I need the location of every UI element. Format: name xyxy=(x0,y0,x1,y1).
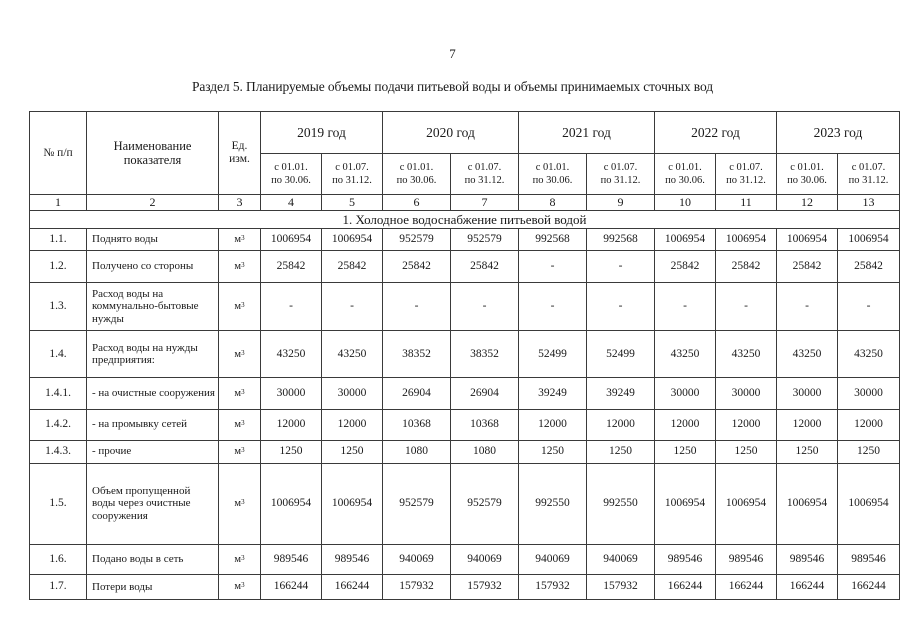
header-period xyxy=(655,153,716,195)
cell-value: 1250 xyxy=(838,440,900,463)
cell-value: 1250 xyxy=(777,440,838,463)
cell-value: 1080 xyxy=(383,440,451,463)
cell-value: 157932 xyxy=(519,574,587,599)
period-from: с 01.01. xyxy=(399,161,434,173)
cell-value: 952579 xyxy=(383,228,451,251)
period-to: по 30.06. xyxy=(396,174,437,186)
unit-exponent: 3 xyxy=(241,387,245,396)
row-number: 1.3. xyxy=(30,282,87,331)
header-year: 2022 год xyxy=(655,112,777,154)
column-number: 5 xyxy=(322,195,383,211)
cell-value: 25842 xyxy=(261,251,322,282)
period-to: по 30.06. xyxy=(787,174,827,186)
cell-value: 38352 xyxy=(383,331,451,378)
column-number: 8 xyxy=(519,195,587,211)
cell-value: 25842 xyxy=(322,251,383,282)
cell-value: 1080 xyxy=(451,440,519,463)
cell-value: 43250 xyxy=(261,331,322,378)
cell-value: 952579 xyxy=(383,463,451,544)
period-from: с 01.01. xyxy=(668,161,702,173)
cell-value: 1006954 xyxy=(322,228,383,251)
table-row xyxy=(30,282,900,331)
row-number: 1.4.2. xyxy=(30,409,87,440)
cell-value: 12000 xyxy=(587,409,655,440)
cell-value: 940069 xyxy=(451,544,519,574)
period-to: по 30.06. xyxy=(665,174,705,186)
header-period xyxy=(383,153,451,195)
cell-value: 989546 xyxy=(838,544,900,574)
period-from: с 01.01. xyxy=(274,161,308,173)
row-number: 1.4. xyxy=(30,331,87,378)
row-number: 1.2. xyxy=(30,251,87,282)
table-row xyxy=(30,409,900,440)
header-unit: Ед. изм. xyxy=(219,112,261,195)
column-number: 10 xyxy=(655,195,716,211)
period-from: с 01.07. xyxy=(603,161,638,173)
unit-base: м xyxy=(234,498,242,510)
header-period xyxy=(587,153,655,195)
row-unit xyxy=(219,282,261,331)
table-row xyxy=(30,574,900,599)
header-period xyxy=(519,153,587,195)
row-name: Поднято воды xyxy=(87,228,219,251)
period-from: с 01.07. xyxy=(467,161,502,173)
page-number: 7 xyxy=(449,46,456,61)
row-name: - на промывку сетей xyxy=(87,409,219,440)
row-number: 1.7. xyxy=(30,574,87,599)
cell-value: 1006954 xyxy=(261,463,322,544)
cell-value: 166244 xyxy=(716,574,777,599)
column-number: 12 xyxy=(777,195,838,211)
cell-value: 166244 xyxy=(322,574,383,599)
unit-base: м xyxy=(234,553,242,565)
cell-value: 25842 xyxy=(777,251,838,282)
cell-value: 39249 xyxy=(587,378,655,409)
cell-value: 940069 xyxy=(587,544,655,574)
cell-value: - xyxy=(383,282,451,331)
cell-value: 989546 xyxy=(261,544,322,574)
cell-value: 992568 xyxy=(587,228,655,251)
unit-base: м xyxy=(234,446,242,458)
cell-value: - xyxy=(519,282,587,331)
cell-value: 43250 xyxy=(322,331,383,378)
unit-base: м xyxy=(234,260,242,272)
planned-volumes-table xyxy=(29,111,900,600)
table-row xyxy=(30,544,900,574)
table-row xyxy=(30,251,900,282)
header-row-years xyxy=(30,112,900,154)
row-name: Подано воды в сеть xyxy=(87,544,219,574)
cell-value: 38352 xyxy=(451,331,519,378)
cell-value: 1006954 xyxy=(777,228,838,251)
table-row xyxy=(30,463,900,544)
cell-value: 30000 xyxy=(716,378,777,409)
cell-value: 12000 xyxy=(261,409,322,440)
cell-value: - xyxy=(587,251,655,282)
header-num: № п/п xyxy=(30,112,87,195)
cell-value: 1250 xyxy=(716,440,777,463)
cell-value: - xyxy=(655,282,716,331)
header-year: 2023 год xyxy=(777,112,900,154)
row-name: Получено со стороны xyxy=(87,251,219,282)
unit-exponent: 3 xyxy=(241,260,245,269)
cell-value: 12000 xyxy=(322,409,383,440)
unit-base: м xyxy=(234,581,242,593)
unit-exponent: 3 xyxy=(241,446,245,455)
cell-value: 25842 xyxy=(838,251,900,282)
period-from: с 01.07. xyxy=(729,161,763,173)
cell-value: 1006954 xyxy=(655,463,716,544)
section-heading-row xyxy=(30,210,900,228)
header-year: 2020 год xyxy=(383,112,519,154)
cell-value: - xyxy=(838,282,900,331)
period-to: по 31.12. xyxy=(726,174,766,186)
cell-value: 952579 xyxy=(451,463,519,544)
row-name: Расход воды на нужды предприятия: xyxy=(87,331,219,378)
cell-value: 989546 xyxy=(655,544,716,574)
cell-value: 992550 xyxy=(519,463,587,544)
cell-value: 992568 xyxy=(519,228,587,251)
cell-value: 39249 xyxy=(519,378,587,409)
table-row xyxy=(30,331,900,378)
column-number: 1 xyxy=(30,195,87,211)
cell-value: 43250 xyxy=(655,331,716,378)
column-number: 6 xyxy=(383,195,451,211)
cell-value: - xyxy=(587,282,655,331)
table-row xyxy=(30,440,900,463)
unit-exponent: 3 xyxy=(241,419,245,428)
cell-value: 30000 xyxy=(261,378,322,409)
table-row xyxy=(30,378,900,409)
row-unit xyxy=(219,251,261,282)
row-unit xyxy=(219,409,261,440)
cell-value: 12000 xyxy=(777,409,838,440)
unit-exponent: 3 xyxy=(241,301,245,310)
cell-value: 43250 xyxy=(716,331,777,378)
column-number: 11 xyxy=(716,195,777,211)
header-period xyxy=(716,153,777,195)
unit-base: м xyxy=(234,233,242,245)
header-period xyxy=(838,153,900,195)
cell-value: 25842 xyxy=(655,251,716,282)
cell-value: 157932 xyxy=(451,574,519,599)
unit-exponent: 3 xyxy=(241,348,245,357)
cell-value: 10368 xyxy=(451,409,519,440)
row-number: 1.6. xyxy=(30,544,87,574)
cell-value: 12000 xyxy=(716,409,777,440)
header-year: 2021 год xyxy=(519,112,655,154)
unit-exponent: 3 xyxy=(241,498,245,507)
cell-value: 25842 xyxy=(716,251,777,282)
cell-value: 30000 xyxy=(655,378,716,409)
header-period xyxy=(322,153,383,195)
period-to: по 31.12. xyxy=(332,174,372,186)
row-name: Расход воды на коммунально-бытовые нужды xyxy=(87,282,219,331)
cell-value: 1250 xyxy=(322,440,383,463)
cell-value: - xyxy=(519,251,587,282)
row-unit xyxy=(219,440,261,463)
row-name: - прочие xyxy=(87,440,219,463)
cell-value: 1250 xyxy=(587,440,655,463)
section-heading: 1. Холодное водоснабжение питьевой водой xyxy=(30,210,900,228)
cell-value: 989546 xyxy=(716,544,777,574)
unit-base: м xyxy=(234,348,242,360)
cell-value: 992550 xyxy=(587,463,655,544)
unit-base: м xyxy=(234,419,242,431)
cell-value: 166244 xyxy=(261,574,322,599)
row-name: Потери воды xyxy=(87,574,219,599)
cell-value: 1006954 xyxy=(261,228,322,251)
period-to: по 30.06. xyxy=(532,174,573,186)
row-number: 1.5. xyxy=(30,463,87,544)
period-to: по 31.12. xyxy=(464,174,505,186)
unit-exponent: 3 xyxy=(241,233,245,242)
cell-value: 30000 xyxy=(322,378,383,409)
cell-value: 157932 xyxy=(383,574,451,599)
cell-value: 52499 xyxy=(519,331,587,378)
header-year: 2019 год xyxy=(261,112,383,154)
column-numbers-row xyxy=(30,195,900,211)
cell-value: 26904 xyxy=(383,378,451,409)
cell-value: - xyxy=(716,282,777,331)
cell-value: 26904 xyxy=(451,378,519,409)
row-unit xyxy=(219,463,261,544)
cell-value: 1250 xyxy=(519,440,587,463)
cell-value: 1006954 xyxy=(655,228,716,251)
row-number: 1.4.1. xyxy=(30,378,87,409)
cell-value: 10368 xyxy=(383,409,451,440)
cell-value: 1006954 xyxy=(838,228,900,251)
row-unit xyxy=(219,544,261,574)
cell-value: - xyxy=(322,282,383,331)
cell-value: 940069 xyxy=(383,544,451,574)
unit-exponent: 3 xyxy=(241,581,245,590)
cell-value: 12000 xyxy=(838,409,900,440)
column-number: 2 xyxy=(87,195,219,211)
cell-value: 43250 xyxy=(838,331,900,378)
unit-base: м xyxy=(234,301,242,313)
period-to: по 31.12. xyxy=(600,174,641,186)
row-number: 1.4.3. xyxy=(30,440,87,463)
cell-value: 12000 xyxy=(519,409,587,440)
cell-value: 12000 xyxy=(655,409,716,440)
cell-value: 952579 xyxy=(451,228,519,251)
column-number: 3 xyxy=(219,195,261,211)
unit-exponent: 3 xyxy=(241,553,245,562)
cell-value: 52499 xyxy=(587,331,655,378)
header-period xyxy=(261,153,322,195)
column-number: 9 xyxy=(587,195,655,211)
unit-base: м xyxy=(234,387,242,399)
row-number: 1.1. xyxy=(30,228,87,251)
column-number: 7 xyxy=(451,195,519,211)
cell-value: 166244 xyxy=(655,574,716,599)
cell-value: 1006954 xyxy=(838,463,900,544)
cell-value: - xyxy=(261,282,322,331)
cell-value: 1006954 xyxy=(322,463,383,544)
cell-value: 1250 xyxy=(655,440,716,463)
section-title: Раздел 5. Планируемые объемы подачи питьевой воды и объемы принимаемых сточных вод xyxy=(191,79,714,94)
header-period xyxy=(451,153,519,195)
column-number: 4 xyxy=(261,195,322,211)
row-unit xyxy=(219,331,261,378)
period-from: с 01.07. xyxy=(335,161,369,173)
period-to: по 30.06. xyxy=(271,174,311,186)
cell-value: 166244 xyxy=(838,574,900,599)
period-from: с 01.07. xyxy=(851,161,886,173)
period-to: по 31.12. xyxy=(848,174,889,186)
row-unit xyxy=(219,574,261,599)
table-row xyxy=(30,228,900,251)
cell-value: 1006954 xyxy=(716,228,777,251)
cell-value: - xyxy=(451,282,519,331)
cell-value: 1006954 xyxy=(716,463,777,544)
cell-value: 30000 xyxy=(838,378,900,409)
row-unit xyxy=(219,378,261,409)
cell-value: 940069 xyxy=(519,544,587,574)
cell-value: 1006954 xyxy=(777,463,838,544)
cell-value: 30000 xyxy=(777,378,838,409)
cell-value: - xyxy=(777,282,838,331)
cell-value: 166244 xyxy=(777,574,838,599)
cell-value: 989546 xyxy=(322,544,383,574)
row-name: Объем пропущенной воды через очистные сооружения xyxy=(87,463,219,544)
period-from: с 01.01. xyxy=(790,161,824,173)
cell-value: 25842 xyxy=(451,251,519,282)
cell-value: 43250 xyxy=(777,331,838,378)
cell-value: 25842 xyxy=(383,251,451,282)
row-name: - на очистные сооружения xyxy=(87,378,219,409)
cell-value: 1250 xyxy=(261,440,322,463)
cell-value: 989546 xyxy=(777,544,838,574)
period-from: с 01.01. xyxy=(535,161,570,173)
header-period xyxy=(777,153,838,195)
row-unit xyxy=(219,228,261,251)
cell-value: 157932 xyxy=(587,574,655,599)
header-name: Наименование показателя xyxy=(87,112,219,195)
column-number: 13 xyxy=(838,195,900,211)
table-body xyxy=(30,112,900,600)
